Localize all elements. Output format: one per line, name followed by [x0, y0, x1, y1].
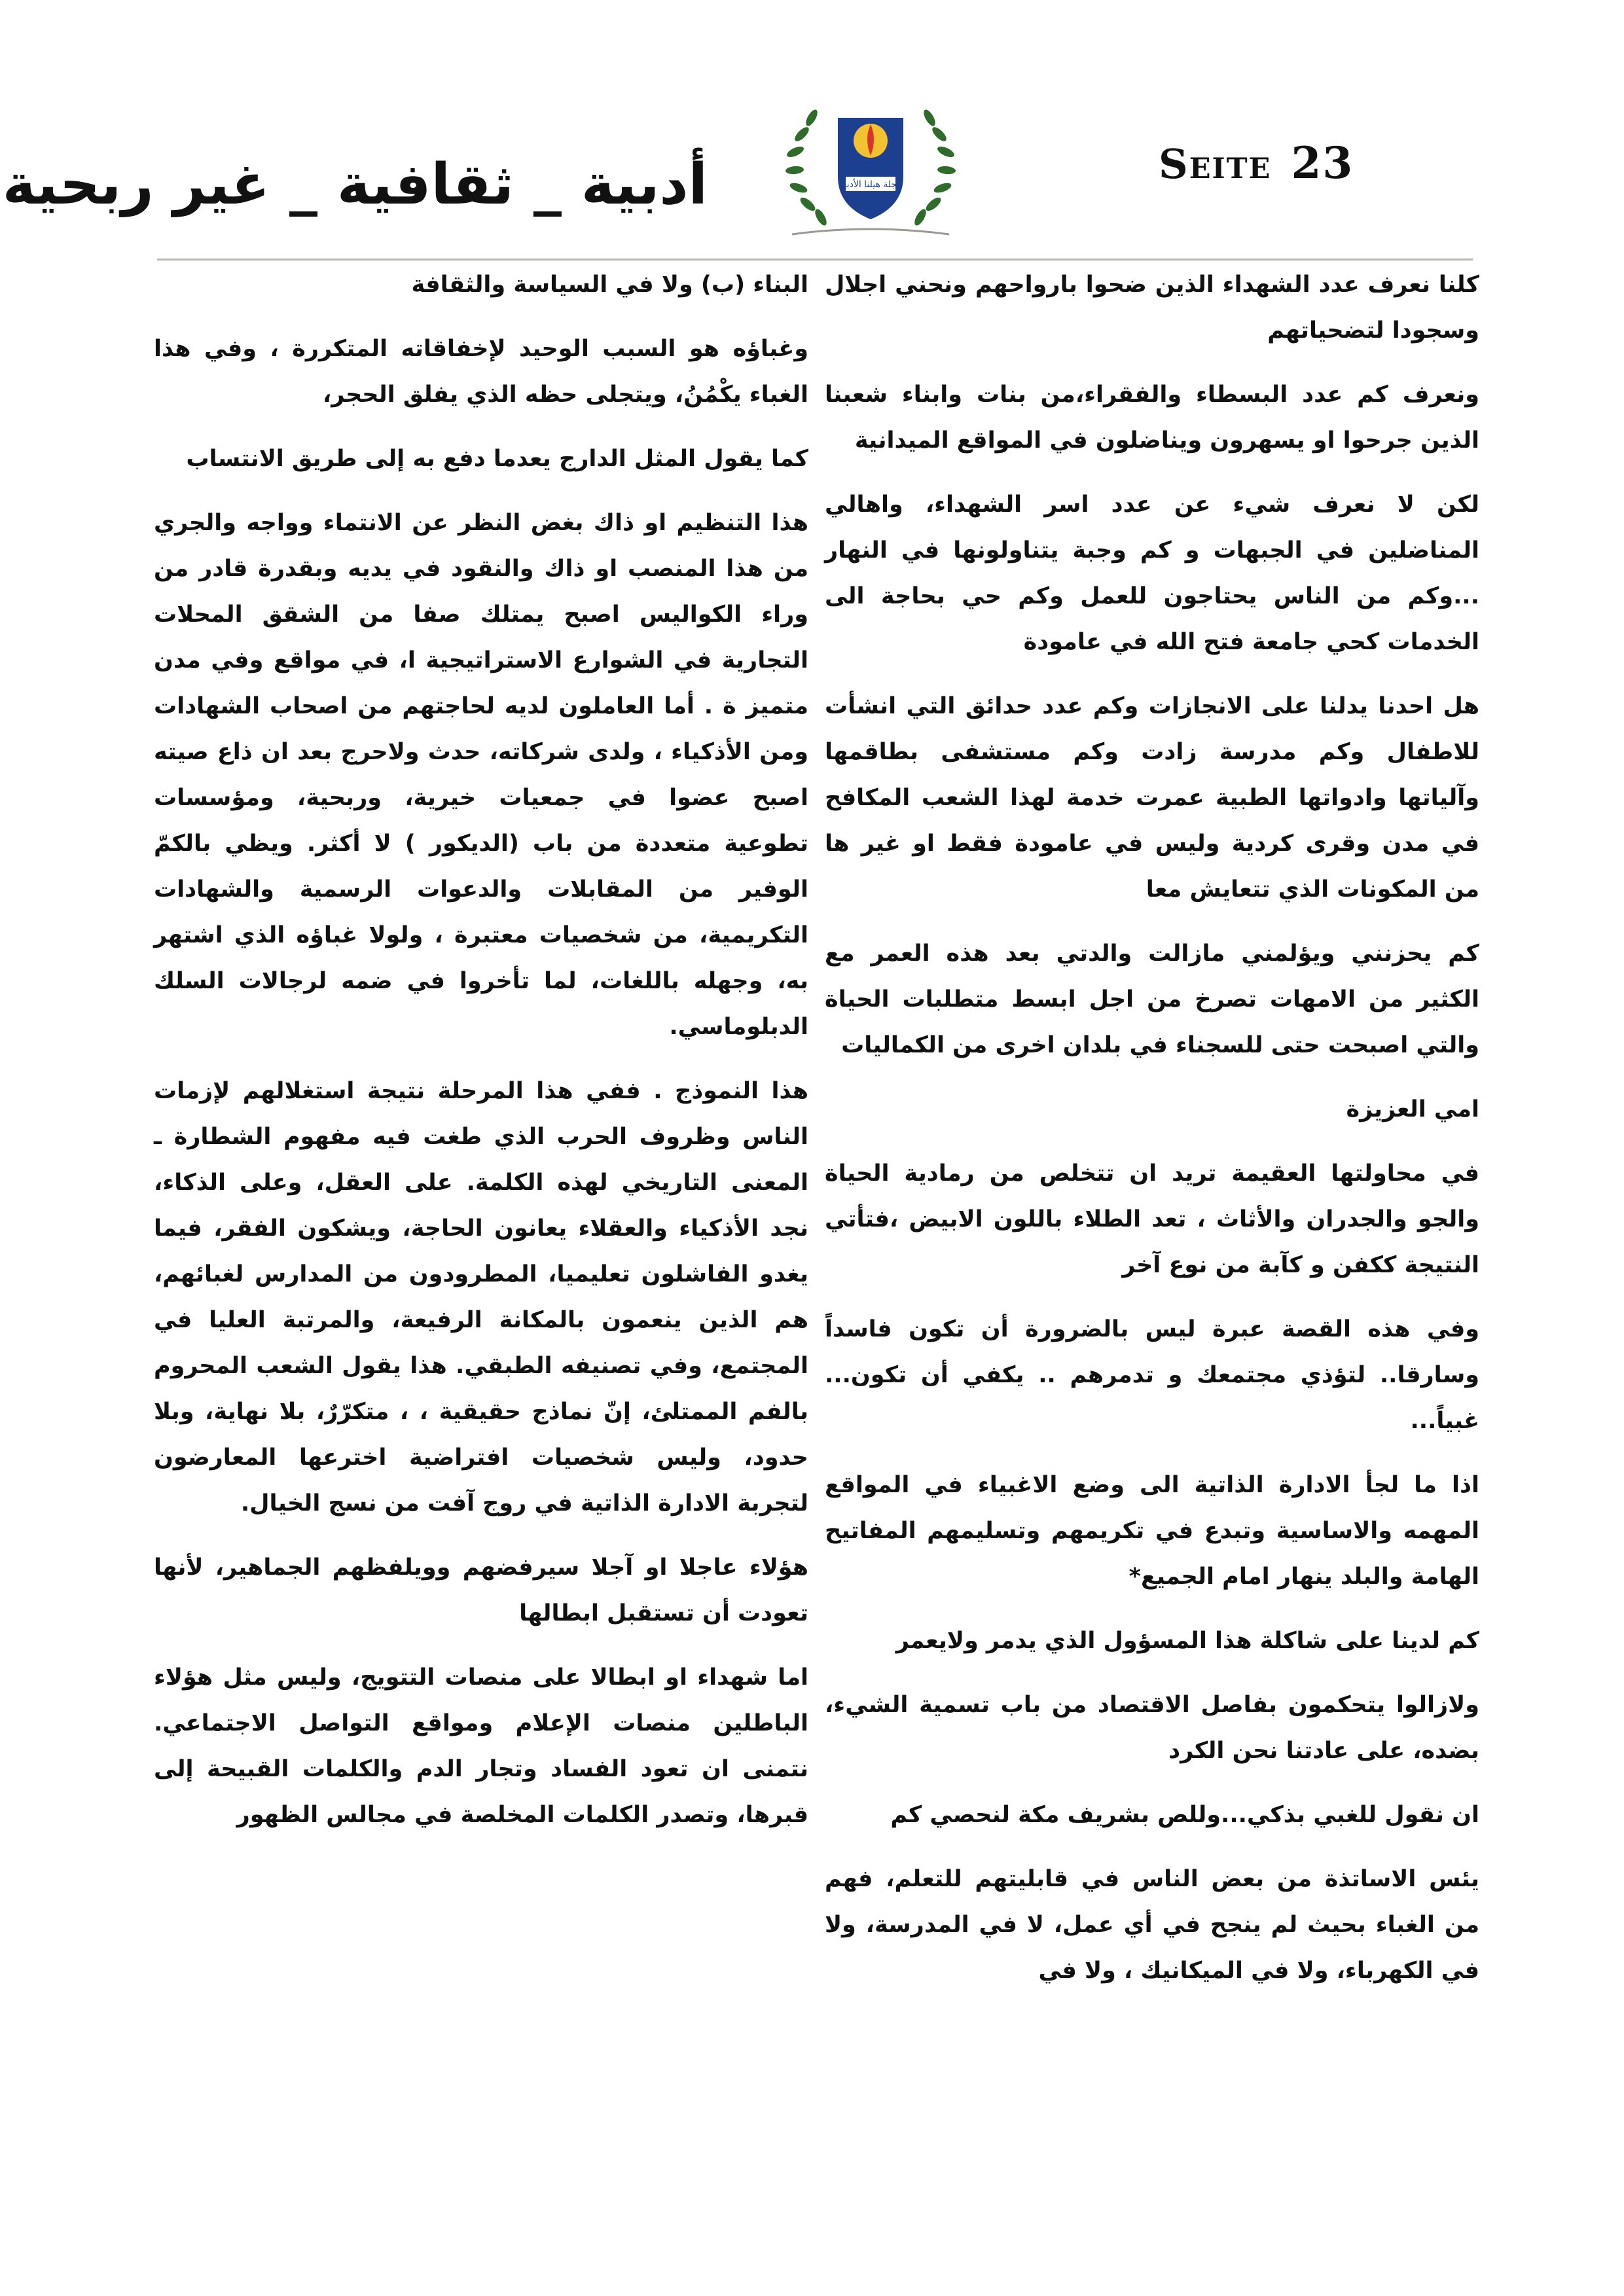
- paragraph: ونعرف كم عدد البسطاء والفقراء،من بنات وابناء شعبنا الذين جرحوا او يسهرون ويناضلون في المواقع الميدانية: [825, 382, 1479, 454]
- paragraph: كم لدينا على شاكلة هذا المسؤول الذي يدمر ولايعمر: [895, 1628, 1479, 1654]
- logo-underline: [792, 229, 949, 234]
- paragraph: ان نقول للغبي بذكي...وللص بشريف مكة لنحصي كم: [890, 1802, 1479, 1828]
- paragraph: يئس الاساتذة من بعض الناس في قابليتهم للتعلم، فهم من الغباء بحيث لم ينجح في أي عمل، لا في المدرسة، ولا في الكهرباء، ولا في الميكانيك ، ولا في: [825, 1866, 1479, 1984]
- article-column-left: [154, 262, 808, 1856]
- paragraph: اما شهداء او ابطالا على منصات التتويج، وليس مثل هؤلاء الباطلين منصات الإعلام ومواقع التواصل الاجتماعي. نتمنى ان تعود الفساد وتجار الدم والكلمات القبيحة إلى قبرها، وتصدر الكلمات المخلصة في مجالس الظهور: [154, 1664, 808, 1828]
- paragraph: في محاولتها العقيمة تريد ان تتخلص من رمادية الحياة والجو والجدران والأثاث ، تعد الطلاء باللون الابيض ،فتأتي النتيجة ككفن و كآبة من نوع آخر: [825, 1160, 1479, 1278]
- paragraph: كلنا نعرف عدد الشهداء الذين ضحوا بارواحهم ونحني اجلال وسجودا لتضحياتهم: [825, 272, 1479, 344]
- paragraph: وغباؤه هو السبب الوحيد لإخفاقاته المتكررة ، وفي هذا الغباء يكْمُنُ، ويتجلى حظه الذي يفلق الحجر،: [154, 336, 808, 408]
- paragraph: كم يحزنني ويؤلمني مازالت والدتي بعد هذه العمر مع الكثير من الامهات تصرخ من اجل ابسط متطلبات الحياة والتي اصبحت حتى للسجناء في بلدان اخرى من الكماليات: [825, 941, 1479, 1058]
- magazine-tagline: أدبية _ ثقافية _ غير ربحية: [2, 152, 708, 217]
- page-number-value: 23: [1291, 137, 1354, 188]
- paragraph: امي العزيزة: [1346, 1096, 1479, 1122]
- page-number: [1159, 137, 1354, 188]
- paragraph: ولازالوا يتحكمون بفاصل الاقتصاد من باب تسمية الشيء، بضده، على عادتنا نحن الكرد: [825, 1692, 1479, 1764]
- page-label: Seite: [1159, 140, 1272, 188]
- paragraph: هؤلاء عاجلا او آجلا سيرفضهم وويلفظهم الجماهير، لأنها تعودت أن تستقبل ابطالها: [154, 1554, 808, 1626]
- paragraph: هل احدنا يدلنا على الانجازات وكم عدد حدائق التي انشأت للاطفال وكم مدرسة زادت وكم مستشفى بطاقمها وآلياتها وادواتها الطبية عمرت خدمة لهذا الشعب المكافح في مدن وقرى كردية وليس في عامودة فقط او غير ها من المكونات الذي تتعايش معا: [825, 693, 1479, 903]
- paragraph: هذا التنظيم او ذاك بغض النظر عن الانتماء وواجه والجري من هذا المنصب او ذاك والنقود في يديه وبقدرة قادر من وراء الكواليس اصبح يمتلك صفا من الشقق المحلات التجارية في الشوارع الاستراتيجية ا، في مواقع وفي مدن متميز ة . أما العاملون لديه لحاجتهم من اصحاب الشهادات ومن الأذكياء ، ولدى شركاته، حدث ولاحرج بعد ان ذاع صيته اصبح عضوا في جمعيات خيرية، وربحية، ومؤسسات تطوعية متعددة من باب (الديكور ) لا أكثر. ويظي بالكمّ الوفير من المقابلات والدعوات الرسمية والشهادات التكريمية، من شخصيات معتبرة ، ولولا غباؤه الذي اشتهر به، وجهله باللغات، لما تأخروا في ضمه لرجالات السلك الدبلوماسي.: [154, 510, 808, 1040]
- paragraph: اذا ما لجأ الادارة الذاتية الى وضع الاغبياء في المواقع المهمه والاساسية وتبدع في تكريمهم وتسليمهم المفاتيح الهامة والبلد ينهار امام الجميع*: [825, 1472, 1479, 1590]
- logo-text: مجلة هيلنا الأدبية: [839, 179, 903, 190]
- paragraph: وفي هذه القصة عبرة ليس بالضرورة أن تكون فاسداً وسارقا.. لتؤذي مجتمعك و تدمرهم .. يكفي أن تكون... غبياً...: [825, 1316, 1479, 1434]
- magazine-logo: [766, 79, 975, 249]
- paragraph: هذا النموذج . ففي هذا المرحلة نتيجة استغلالهم لإزمات الناس وظروف الحرب الذي طغت فيه مفهوم الشطارة ـ المعنى التاريخي لهذه الكلمة. على العقل، وعلى الذكاء، نجد الأذكياء والعقلاء يعانون الحاجة، ويشكون الفقر، فيما يغدو الفاشلون تعليميا، المطرودون من المدارس لغبائهم، هم الذين ينعمون بالمكانة الرفيعة، والمرتبة العليا في المجتمع، وفي تصنيفه الطبقي. هذا يقول الشعب المحروم بالفم الممتلئ، إنّ نماذج حقيقية ، ، متكرّرٌ، بلا نهاية، وبلا حدود، وليس شخصيات افتراضية اخترعها المعارضون لتجربة الادارة الذاتية في روج آفت من نسج الخيال.: [154, 1078, 808, 1516]
- header-divider: [157, 259, 1473, 260]
- paragraph: لكن لا نعرف شيء عن عدد اسر الشهداء، واهالي المناضلين في الجبهات و كم وجبة يتناولونها في النهار ...وكم من الناس يحتاجون للعمل وكم حي بحاجة الى الخدمات كحي جامعة فتح الله في عامودة: [825, 492, 1479, 655]
- paragraph: كما يقول المثل الدارج يعدما دفع به إلى طريق الانتساب: [186, 446, 808, 472]
- paragraph: البناء (ب) ولا في السياسة والثقافة: [411, 272, 808, 298]
- article-column-right: [825, 262, 1479, 2012]
